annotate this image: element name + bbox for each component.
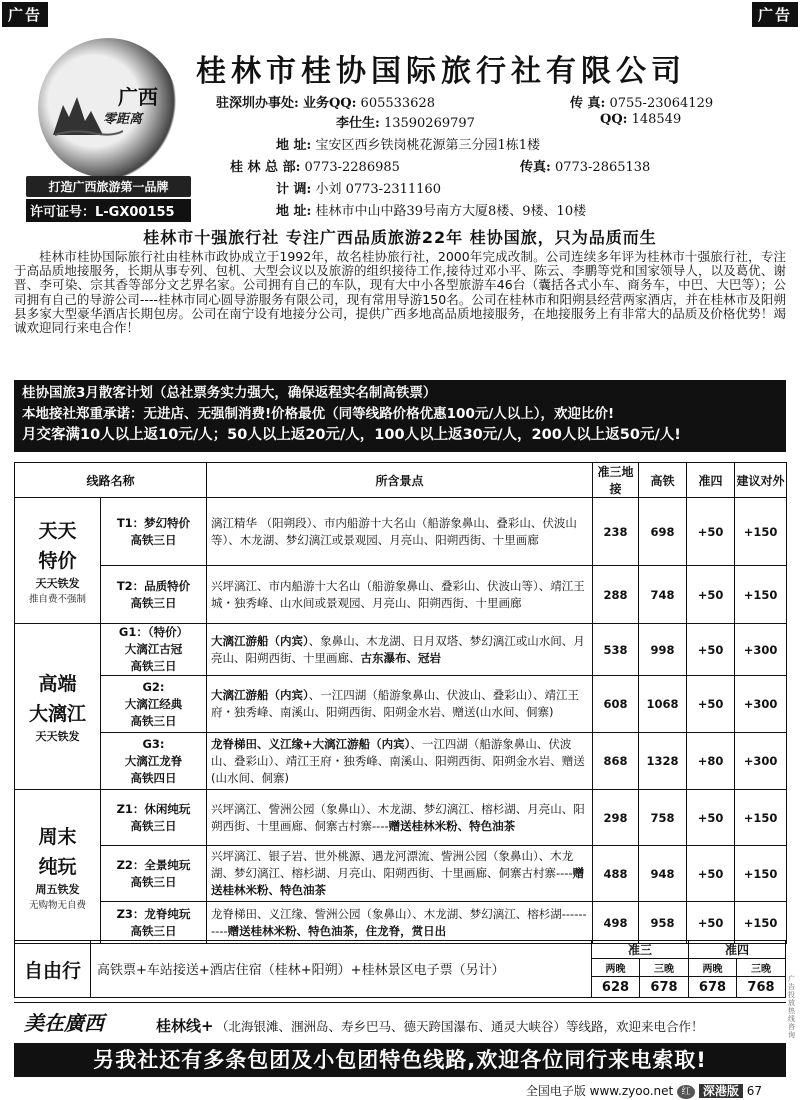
- hq-phone: 0773-2286985: [304, 160, 400, 175]
- banner-line-3: 月交客满10人以上返10元/人；50人以上返20元/人，100人以上返30元/人，200人以上返50元/人!: [22, 427, 681, 443]
- spots-text: 兴坪漓江、訾洲公园（象鼻山）、木龙湖、梦幻漓江、榕杉湖、月亮山、阳朔西街、十里画廊、侗寨古村寨----: [211, 801, 585, 833]
- guangxi-lines: [14, 1002, 786, 1040]
- price-c3: +50: [687, 790, 735, 846]
- qq-value: 605533628: [360, 96, 435, 111]
- dispatch-value: 小刘 0773-2311160: [315, 182, 441, 197]
- free-header-b: 准四: [688, 941, 785, 959]
- free-nights-4: 三晚: [736, 959, 785, 977]
- route-spots: [207, 846, 593, 902]
- spots-tail: 赠送桂林米粉、特色油茶: [388, 818, 516, 833]
- addr-value: 宝安区西乡铁岗桃花源第三分园1栋1楼: [315, 138, 541, 153]
- price-c4: +150: [735, 902, 787, 944]
- guilin-line-desc: （北海银滩、涠洲岛、寿乡巴马、德天跨国瀑布、通灵大峡谷）等线路，欢迎来电合作！: [216, 1019, 704, 1034]
- qq2-label: QQ:: [600, 112, 628, 127]
- page-info: [526, 1082, 762, 1099]
- category-small: 周五铁发: [35, 883, 80, 896]
- route-spots: [207, 624, 593, 676]
- header-c1: 准三地接: [593, 463, 639, 498]
- route-name: [101, 498, 207, 566]
- logo-slogan: 打造广西旅游第一品牌: [26, 176, 191, 197]
- category-big-1: 周末: [38, 826, 77, 848]
- header-spots: 所含景点: [207, 463, 593, 498]
- march-plan-banner: [14, 380, 786, 452]
- table-row: [15, 676, 787, 733]
- price-c4: +150: [735, 790, 787, 846]
- route-name: [101, 733, 207, 790]
- table-row: [15, 624, 787, 676]
- table-row: [15, 902, 787, 944]
- contact-row-sz: [216, 92, 435, 111]
- contact-hq: [230, 156, 400, 175]
- header-route: 线路名称: [15, 463, 207, 498]
- category-weekend-pure: [15, 790, 101, 944]
- guilin-line-label: 桂林线+: [156, 1017, 214, 1035]
- fax-value: 0755-23064129: [609, 96, 714, 111]
- price-c4: +300: [735, 676, 787, 733]
- contact-person: [336, 112, 475, 131]
- route-code: T2：品质特价: [116, 578, 191, 593]
- logo-gx-text: 广西: [118, 85, 158, 109]
- table-header-row: [15, 463, 787, 498]
- price-c2: 948: [639, 846, 687, 902]
- route-spots: [207, 676, 593, 733]
- header-c3: 准四: [687, 463, 735, 498]
- dispatch-label: 计 调:: [276, 182, 312, 197]
- header-c2: 高铁: [639, 463, 687, 498]
- contact-dispatch: [276, 178, 441, 197]
- free-travel-prices: [591, 941, 785, 997]
- category-tiny: 推自费不强制: [28, 594, 86, 605]
- route-name: [101, 790, 207, 846]
- fax-label: 传 真:: [570, 96, 606, 111]
- route-code: T1：梦幻特价: [116, 515, 191, 530]
- route-days: 高铁四日: [130, 770, 177, 785]
- strapline: 桂林市十强旅行社 专注广西品质旅游22年 桂协国旅，只为品质而生: [143, 228, 657, 247]
- license-number: 许可证号：L-GX00155: [26, 199, 191, 222]
- qq-label: 业务QQ:: [302, 96, 357, 111]
- price-c1: 238: [593, 498, 639, 566]
- price-c3: +80: [687, 733, 735, 790]
- category-big-2: 特价: [38, 550, 77, 572]
- route-days: 高铁三日: [130, 923, 177, 938]
- price-c3: +50: [687, 498, 735, 566]
- route-days: 高铁三日: [130, 532, 177, 547]
- contact-qq2: [600, 112, 681, 127]
- route-code: G3:: [142, 736, 165, 751]
- free-header-a: 准三: [591, 941, 688, 959]
- side-note: 广告投放热线咨询: [788, 975, 795, 1039]
- price-c3: +50: [687, 846, 735, 902]
- hq-fax-label: 传真:: [520, 160, 551, 175]
- banner-line-2: 本地接社郑重承诺：无进店、无强制消费!价格最优（同等线路价格优惠100元/人以上），欢迎比价!: [22, 406, 615, 422]
- route-spots: [207, 902, 593, 944]
- route-spots: 漓江精华 （阳朔段）、市内船游十大名山（船游象鼻山、叠彩山、伏波山等）、木龙湖、梦幻漓江或景观园、月亮山、阳朔西街、十里画廊: [207, 498, 593, 566]
- logo-sub-text: 零距离: [103, 112, 143, 127]
- route-spots: [207, 733, 593, 790]
- company-name: 桂林市桂协国际旅行社有限公司: [196, 54, 686, 89]
- company-logo: [18, 36, 193, 221]
- category-tiny: 无购物无自费: [28, 900, 86, 911]
- price-c4: +150: [735, 498, 787, 566]
- category-daily-special: [15, 498, 101, 624]
- hq-addr-value: 桂林市中山中路39号南方大厦8楼、9楼、10楼: [315, 204, 587, 219]
- price-c1: 868: [593, 733, 639, 790]
- route-code-2: 大漓江龙脊: [124, 753, 183, 768]
- price-c2: 998: [639, 624, 687, 676]
- route-name: [101, 676, 207, 733]
- person-phone: 13590269797: [383, 116, 475, 131]
- person-name: 李仕生:: [336, 116, 380, 131]
- spots-text: 龙脊梯田、义江缘、訾洲公园（象鼻山）、木龙湖、梦幻漓江、榕杉湖----------: [211, 906, 587, 938]
- free-price-3: 678: [688, 977, 736, 997]
- free-nights-2: 三晚: [639, 959, 688, 977]
- spots-tail: 古东瀑布、冠岩: [360, 650, 442, 665]
- price-c2: 958: [639, 902, 687, 944]
- edition-label: 深港版: [699, 1084, 743, 1098]
- route-code: G1：（特价）: [118, 625, 189, 639]
- route-code: G2:: [142, 679, 165, 694]
- routes-table: [14, 462, 787, 944]
- free-price-4: 768: [736, 977, 785, 997]
- price-c2: 1328: [639, 733, 687, 790]
- spots-text: 、象鼻山、木龙湖、日月双塔、梦幻漓江或山水间、月亮山、阳朔西街、十里画廊、: [211, 633, 585, 665]
- spots-tail: 赠送桂林米粉、特色油茶: [211, 866, 585, 897]
- contact-hq-addr: [276, 200, 586, 219]
- route-days: 高铁三日: [130, 874, 177, 889]
- price-c3: +50: [687, 676, 735, 733]
- route-code-2: 大漓江古冠: [124, 642, 183, 656]
- price-c3: +50: [687, 624, 735, 676]
- price-c1: 498: [593, 902, 639, 944]
- sz-office-label: 驻深圳办事处:: [216, 96, 299, 111]
- route-code-2: 大漓江经典: [124, 696, 183, 711]
- category-big-1: 天天: [38, 520, 77, 542]
- contact-addr: [276, 134, 540, 153]
- price-c2: 758: [639, 790, 687, 846]
- category-premium-lijiang: [15, 624, 101, 790]
- route-code: Z3：龙脊纯玩: [116, 906, 191, 921]
- ad-tag-right: 广告: [752, 2, 798, 27]
- free-nights-1: 两晚: [591, 959, 639, 977]
- price-c3: +50: [687, 902, 735, 944]
- spots-tail: 赠送桂林米粉、特色油茶，住龙脊，赏日出: [227, 923, 447, 938]
- route-name: [101, 846, 207, 902]
- company-intro: 桂林市桂协国际旅行社由桂林市政协成立于1992年，故名桂协旅行社，2000年完成改制。公司连续多年评为桂林市十强旅行社，专注于高品质地接服务，长期从事专列、包机、大型会议以及旅游的组织接待工作,接待过邓小平、陈云、李鹏等党和国家领导人，以及葛优、谢晋、李可染、宗其香等部分文艺界名家。公司拥有自己的车队，现有大中小各型旅游车46台（囊括各式小车、商务车，中巴、大巴等）；公司拥有自己的导游公司----桂林市同心圆导游服务有限公司，现有常用导游150名。公司在桂林市和阳朔县经营两家酒店，并在桂林市及阳朔县多家大型豪华酒店长期包房。公司在南宁设有地接分公司，提供广西多地高品质地接服务，在地接服务上有非常大的品质及价格优势！竭诚欢迎同行来电合作！: [14, 249, 786, 336]
- route-days: 高铁三日: [130, 595, 177, 610]
- spots-bold: 龙脊梯田、义江缘+大漓江游船（内宾）: [211, 736, 411, 751]
- price-c4: +150: [735, 566, 787, 624]
- free-price-2: 678: [639, 977, 688, 997]
- hq-fax-value: 0773-2865138: [554, 160, 651, 175]
- route-code: Z1：休闲纯玩: [116, 801, 191, 816]
- price-c2: 698: [639, 498, 687, 566]
- price-c3: +50: [687, 566, 735, 624]
- route-days: 高铁三日: [130, 818, 177, 833]
- route-days: 高铁三日: [130, 659, 177, 673]
- page-number: 67: [746, 1084, 762, 1098]
- price-c1: 608: [593, 676, 639, 733]
- hq-label: 桂 林 总 部:: [230, 160, 301, 175]
- qq2-value: 148549: [631, 112, 682, 127]
- spots-text: 、一江四湖（船游象鼻山、伏波山、叠彩山）、靖江王府・独秀峰、南溪山、阳朔西街、阳朔金水岩、赠送(山水间、侗寨): [211, 688, 580, 719]
- category-big-2: 大漓江: [28, 703, 86, 725]
- free-travel-row: [14, 940, 786, 998]
- price-c4: +300: [735, 733, 787, 790]
- ad-tag-left: 广告: [2, 2, 48, 27]
- table-row: [15, 846, 787, 902]
- route-name: [101, 566, 207, 624]
- spots-bold: 大漓江游船（内宾）: [211, 633, 309, 648]
- route-name: [101, 902, 207, 944]
- route-spots: [207, 790, 593, 846]
- route-days: 高铁三日: [130, 713, 177, 728]
- spots-text: 、一江四湖（船游象鼻山、伏波山、叠彩山）、靖江王府・独秀峰、南溪山、阳朔西街、阳朔金水岩、赠送(山水间、侗寨): [211, 736, 585, 785]
- spots-text: 兴坪漓江、银子岩、世外桃源、遇龙河漂流、訾洲公园（象鼻山）、木龙湖、梦幻漓江、榕杉湖、月亮山、阳朔西街、十里画廊、侗寨古村寨----: [211, 849, 574, 880]
- spots-bold: 大漓江游船（内宾）: [211, 688, 309, 702]
- free-nights-3: 两晚: [688, 959, 736, 977]
- contact-hq-fax: [520, 156, 650, 175]
- contact-fax: [570, 92, 713, 111]
- price-c4: +150: [735, 846, 787, 902]
- price-c1: 488: [593, 846, 639, 902]
- free-travel-desc: 高铁票+车站接送+酒店住宿（桂林+阳朔）+桂林景区电子票（另计）: [97, 963, 505, 978]
- red-badge-icon: 红: [677, 1085, 695, 1099]
- category-big-2: 纯玩: [38, 856, 77, 878]
- price-c4: +300: [735, 624, 787, 676]
- route-spots: 兴坪漓江、市内船游十大名山（船游象鼻山、叠彩山、伏波山等）、靖江王城・独秀峰、山水间或景观园、月亮山、阳朔西街、十里画廊: [207, 566, 593, 624]
- price-c1: 288: [593, 566, 639, 624]
- free-travel-title: 自由行: [15, 941, 91, 997]
- table-row: [15, 790, 787, 846]
- site-url: 全国电子版 www.zyoo.net: [525, 1084, 674, 1098]
- price-c2: 748: [639, 566, 687, 624]
- hq-addr-label: 地 址:: [276, 204, 312, 219]
- route-name: [101, 624, 207, 676]
- category-big-1: 高端: [38, 673, 77, 695]
- footer-banner: 另我社还有多条包团及小包团特色线路,欢迎各位同行来电索取!: [14, 1043, 786, 1077]
- price-c1: 298: [593, 790, 639, 846]
- table-row: [15, 566, 787, 624]
- route-code: Z2：全景纯玩: [116, 857, 191, 872]
- table-row: [15, 733, 787, 790]
- free-price-1: 628: [591, 977, 639, 997]
- category-small: 天天铁发: [35, 730, 80, 743]
- addr-label: 地 址:: [276, 138, 312, 153]
- table-row: [15, 498, 787, 566]
- meizai-signature: 美在廣西: [24, 1011, 104, 1035]
- price-c2: 1068: [639, 676, 687, 733]
- category-small: 天天铁发: [35, 577, 80, 590]
- banner-line-1: 桂协国旅3月散客计划（总社票务实力强大，确保返程实名制高铁票）: [22, 385, 437, 401]
- price-c1: 538: [593, 624, 639, 676]
- header-c4: 建议对外: [735, 463, 787, 498]
